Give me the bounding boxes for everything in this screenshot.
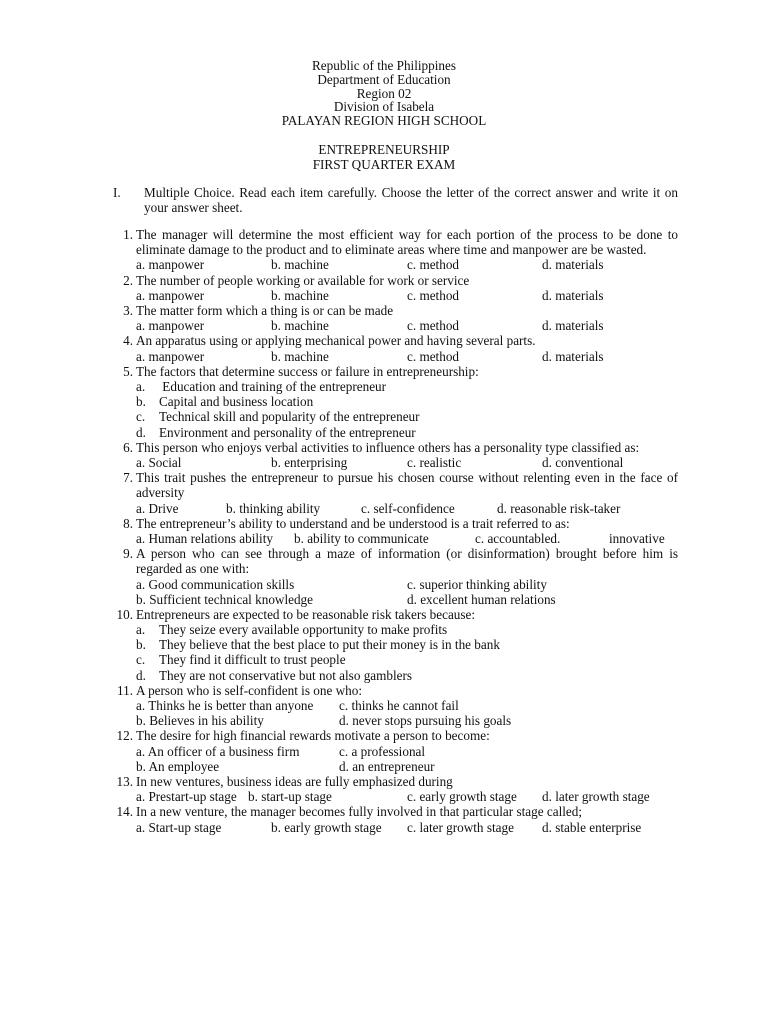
option-b: b. machine bbox=[271, 257, 329, 273]
question-number: 10. bbox=[116, 606, 133, 622]
option-d: d. never stops pursuing his goals bbox=[339, 713, 512, 729]
question-number: 12. bbox=[116, 728, 133, 744]
option-b: b. Capital and business location bbox=[136, 394, 314, 410]
option-c: c. They find it difficult to trust people bbox=[136, 652, 346, 668]
options-row bbox=[136, 713, 678, 728]
option-b: b. ability to communicate bbox=[294, 530, 429, 546]
option-c: c. self-confidence bbox=[361, 500, 455, 516]
option-b: b. machine bbox=[271, 348, 329, 364]
question-text: This trait pushes the entrepreneur to pursue his chosen course without relenting even in the face of adversity bbox=[136, 470, 678, 501]
option-d: d. stable enterprise bbox=[542, 819, 642, 835]
option-b: b. thinking ability bbox=[226, 500, 321, 516]
option-a: a. Drive bbox=[136, 500, 179, 516]
question-number: 1. bbox=[123, 227, 133, 242]
question-number: 7. bbox=[123, 470, 133, 486]
option-d: d. excellent human relations bbox=[407, 591, 556, 607]
option-c: c. later growth stage bbox=[407, 819, 514, 835]
option-b: b. machine bbox=[271, 287, 329, 303]
question-1 bbox=[113, 227, 678, 273]
question-text: The manager will determine the most efficient way for each portion of the process to be done to eliminate damage to the product and to eliminate areas where time and manpower are be wasted. bbox=[136, 227, 678, 258]
header-division: Division of Isabela bbox=[333, 99, 435, 115]
option-c: c. accountabled. bbox=[475, 530, 561, 546]
option-b: b. enterprising bbox=[271, 454, 348, 470]
section-instructions bbox=[113, 185, 678, 215]
option-a: a. manpower bbox=[136, 348, 205, 364]
instructions-text: Multiple Choice. Read each item carefully. Choose the letter of the correct answer and write it on your answer sheet. bbox=[144, 185, 678, 216]
options-row bbox=[136, 501, 678, 516]
option-c: c. superior thinking ability bbox=[407, 576, 547, 592]
option-c: c. thinks he cannot fail bbox=[339, 698, 459, 714]
option-b: b. machine bbox=[271, 318, 329, 334]
question-number: 2. bbox=[123, 272, 133, 288]
question-number: 6. bbox=[123, 439, 133, 455]
option-d: d. reasonable risk-taker bbox=[497, 500, 621, 516]
question-text: An apparatus using or applying mechanical power and having several parts. bbox=[136, 333, 536, 349]
options-row bbox=[136, 744, 678, 759]
section-numeral: I. bbox=[113, 185, 121, 200]
options-row bbox=[136, 318, 678, 333]
question-text: The factors that determine success or failure in entrepreneurship: bbox=[136, 363, 479, 379]
question-3 bbox=[113, 303, 678, 333]
question-13 bbox=[113, 774, 678, 804]
question-text: In new ventures, business ideas are fully emphasized during bbox=[136, 773, 453, 789]
question-number: 9. bbox=[123, 546, 133, 562]
options-row bbox=[136, 288, 678, 303]
option-b: b. They believe that the best place to put their money is in the bank bbox=[136, 637, 500, 653]
question-number: 11. bbox=[117, 682, 133, 698]
exam-title bbox=[0, 143, 768, 172]
question-11 bbox=[113, 683, 678, 729]
option-d: d. They are not conservative but not also gamblers bbox=[136, 667, 413, 683]
question-4 bbox=[113, 333, 678, 363]
option-c: c. method bbox=[407, 287, 460, 303]
header-region: Region 02 bbox=[356, 85, 412, 101]
option-a: a. Prestart-up stage bbox=[136, 789, 237, 805]
option-b: b. An employee bbox=[136, 758, 220, 774]
question-text: The matter form which a thing is or can be made bbox=[136, 302, 394, 318]
question-text: In a new venture, the manager becomes fully involved in that particular stage called; bbox=[136, 804, 583, 820]
option-d: d. later growth stage bbox=[542, 789, 650, 805]
option-a: a. Start-up stage bbox=[136, 819, 222, 835]
option-a: a. Education and training of the entrepreneur bbox=[136, 378, 387, 394]
question-14 bbox=[113, 804, 678, 834]
options-row bbox=[136, 455, 678, 470]
option-d: d. an entrepreneur bbox=[339, 758, 435, 774]
question-number: 8. bbox=[123, 515, 133, 531]
question-text: A person who can see through a maze of information (or disinformation) brought before him is regarded as one with: bbox=[136, 546, 678, 577]
options-row bbox=[136, 257, 678, 272]
options-row bbox=[136, 592, 678, 607]
option-a: a. manpower bbox=[136, 287, 205, 303]
option-c: c. Technical skill and popularity of the entrepreneur bbox=[136, 409, 420, 425]
option-a: a. Thinks he is better than anyone bbox=[136, 698, 314, 714]
option-d: d. Environment and personality of the entrepreneur bbox=[136, 424, 416, 440]
option-c: c. a professional bbox=[339, 743, 426, 759]
option-a: a. Social bbox=[136, 454, 182, 470]
question-list bbox=[113, 227, 678, 835]
option-b: b. start-up stage bbox=[248, 789, 332, 805]
question-text: The number of people working or available for work or service bbox=[136, 272, 470, 288]
options-row bbox=[136, 531, 678, 546]
header-department: Department of Education bbox=[317, 71, 451, 87]
question-number: 5. bbox=[123, 363, 133, 379]
question-text: A person who is self-confident is one who: bbox=[136, 682, 362, 698]
options-list bbox=[136, 379, 678, 440]
options-row bbox=[136, 820, 678, 835]
option-b: b. early growth stage bbox=[271, 819, 382, 835]
question-number: 13. bbox=[116, 773, 133, 789]
options-row bbox=[136, 349, 678, 364]
exam-quarter: FIRST QUARTER EXAM bbox=[312, 156, 456, 172]
option-d: d. materials bbox=[542, 287, 604, 303]
question-9 bbox=[113, 546, 678, 607]
options-list bbox=[136, 622, 678, 683]
question-12 bbox=[113, 728, 678, 774]
options-row bbox=[136, 577, 678, 592]
option-c: c. method bbox=[407, 257, 460, 273]
option-a: a. Good communication skills bbox=[136, 576, 295, 592]
options-row bbox=[136, 759, 678, 774]
question-number: 3. bbox=[123, 302, 133, 318]
options-row bbox=[136, 698, 678, 713]
option-a: a. manpower bbox=[136, 318, 205, 334]
option-b: b. Sufficient technical knowledge bbox=[136, 591, 314, 607]
option-a: a. Human relations ability bbox=[136, 530, 273, 546]
question-text: The desire for high financial rewards motivate a person to become: bbox=[136, 728, 490, 744]
option-a: a. An officer of a business firm bbox=[136, 743, 300, 759]
header-school: PALAYAN REGION HIGH SCHOOL bbox=[281, 113, 487, 129]
question-number: 14. bbox=[116, 804, 133, 820]
subject-title: ENTREPRENEURSHIP bbox=[318, 142, 450, 157]
question-10 bbox=[113, 607, 678, 683]
option-c: c. method bbox=[407, 348, 460, 364]
option-d: d. materials bbox=[542, 348, 604, 364]
option-c: c. realistic bbox=[407, 454, 462, 470]
option-d: innovative bbox=[609, 530, 665, 546]
option-c: c. method bbox=[407, 318, 460, 334]
option-d: d. materials bbox=[542, 257, 604, 273]
question-8 bbox=[113, 516, 678, 546]
school-header bbox=[0, 59, 768, 128]
options-row bbox=[136, 789, 678, 804]
question-6 bbox=[113, 440, 678, 470]
question-2 bbox=[113, 273, 678, 303]
question-text: The entrepreneur’s ability to understand and be understood is a trait referred to as: bbox=[136, 515, 570, 531]
header-republic: Republic of the Philippines bbox=[312, 58, 456, 73]
option-b: b. Believes in his ability bbox=[136, 713, 264, 729]
option-c: c. early growth stage bbox=[407, 789, 517, 805]
question-text: This person who enjoys verbal activities to influence others has a personality type classified as: bbox=[136, 439, 640, 455]
question-5 bbox=[113, 364, 678, 440]
question-7 bbox=[113, 470, 678, 516]
option-a: a. They seize every available opportunity to make profits bbox=[136, 622, 448, 638]
question-text: Entrepreneurs are expected to be reasonable risk takers because: bbox=[136, 606, 476, 622]
option-d: d. conventional bbox=[542, 454, 624, 470]
option-a: a. manpower bbox=[136, 257, 205, 273]
question-number: 4. bbox=[123, 333, 133, 349]
option-d: d. materials bbox=[542, 318, 604, 334]
